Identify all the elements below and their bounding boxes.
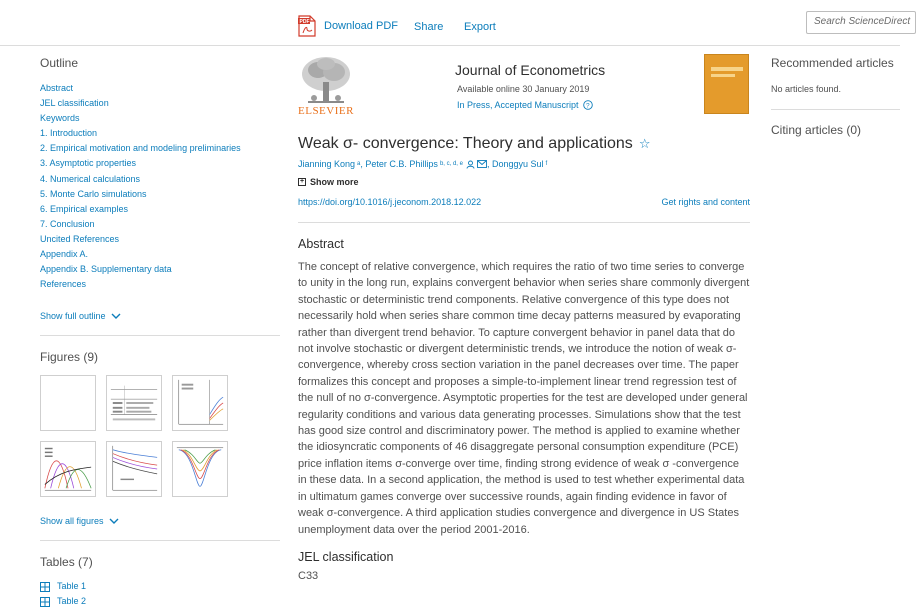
- figure-thumbnail-2[interactable]: [106, 375, 162, 431]
- jel-code: C33: [298, 569, 319, 582]
- table-icon: [40, 582, 50, 592]
- svg-text:?: ?: [585, 102, 590, 110]
- abstract-text: The concept of relative convergence, which requires the ratio of two time series to converge to unity in the long run, explains convergent behavior when series share commonly divergent stochastic or deterministic trend components. Relative convergence of this type does not necessarily hold when series share common time decay patterns measured by evaporating rather than divergent trend behavior. To capture convergent behavior in panel data that do not involve stochastic or divergent deterministic trends, we introduce the notion of weak σ-convergence, whereby cross section variation in the panel decreases over time. The paper formalizes this concept and proposes a simple-to-implement linear trend regression test of the null of no σ-convergence. Asymptotic properties for the test are developed under general regularity conditions and various data generating processes. Simulations show that the test has good size control and discriminatory power. The method is applied to examine whether the idiosyncratic components of 46 disaggregate personal consumption expenditure (PCE) price inflation items σ-converge over time, finding strong evidence of weak σ -convergence in these data. In a second application, the method is used to test whether experimental data in ultimatum games converge over successive rounds, again finding evidence in favor of weak σ-convergence. A third application studies convergence and divergence in US States unemployment data over the period 2001-2016.: [298, 261, 750, 536]
- journal-title[interactable]: Journal of Econometrics: [455, 62, 606, 78]
- email-icon[interactable]: [477, 160, 487, 168]
- pdf-icon: [298, 15, 316, 37]
- show-more-label: Show more: [310, 177, 359, 187]
- tables-title: Tables (7): [40, 555, 93, 570]
- figure-thumbnail-3[interactable]: [172, 375, 228, 431]
- author-affiliation: a: [357, 161, 361, 167]
- elsevier-tree-icon: [298, 54, 354, 106]
- available-online: Available online 30 January 2019: [457, 84, 590, 94]
- divider: [40, 335, 280, 336]
- outline-panel: [40, 56, 280, 609]
- cover-subtitle-band: [711, 74, 735, 77]
- author-name[interactable]: Donggyu Sul: [491, 159, 544, 169]
- right-sidebar: [771, 56, 900, 137]
- author-separator: ,: [486, 159, 492, 169]
- cover-title-band: [711, 67, 743, 71]
- figures-grid: [40, 375, 280, 497]
- author-name[interactable]: Jianning Kong: [298, 159, 356, 169]
- outline-item[interactable]: Abstract: [40, 83, 74, 93]
- jel-heading: JEL classification: [298, 549, 394, 564]
- outline-item[interactable]: Keywords: [40, 113, 80, 124]
- recommended-title: Recommended articles: [771, 56, 894, 70]
- outline-item[interactable]: Uncited References: [40, 233, 120, 244]
- figure-thumbnail-4[interactable]: [40, 441, 96, 497]
- article-main: [298, 52, 750, 582]
- divider: [40, 540, 280, 541]
- article-title: Weak σ- convergence: Theory and applications: [298, 135, 633, 152]
- svg-text:PDF: PDF: [299, 19, 310, 25]
- plus-icon: +: [299, 178, 305, 185]
- show-full-outline-button[interactable]: [40, 311, 280, 321]
- author-separator: ,: [360, 159, 366, 169]
- show-all-figures-label: Show all figures: [40, 516, 104, 527]
- author-list: [298, 159, 750, 169]
- journal-header: [298, 52, 750, 120]
- author-affiliation: b, c, d, e: [439, 161, 463, 167]
- publisher-name: ELSEVIER: [298, 105, 354, 117]
- download-pdf-label: Download PDF: [324, 20, 398, 32]
- outline-item[interactable]: 1. Introduction: [40, 128, 98, 139]
- abstract-heading: Abstract: [298, 237, 344, 251]
- chevron-down-icon: [111, 313, 121, 319]
- outline-item[interactable]: Appendix A.: [40, 249, 89, 260]
- outline-item[interactable]: 4. Numerical calculations: [40, 173, 141, 184]
- outline-title: Outline: [40, 56, 79, 70]
- author-affiliation: f: [545, 161, 548, 167]
- article-status[interactable]: [457, 100, 593, 110]
- outline-item[interactable]: 6. Empirical examples: [40, 203, 129, 214]
- table-link-label: Table 1: [57, 581, 87, 592]
- article-title-row: [298, 135, 750, 153]
- outline-item[interactable]: References: [40, 279, 87, 290]
- show-more-button[interactable]: [298, 177, 750, 187]
- figure-thumbnail-1[interactable]: [40, 375, 96, 431]
- table-link-label: Table 2: [57, 596, 87, 607]
- bookmark-star-icon[interactable]: ☆: [638, 136, 651, 151]
- table-link-1[interactable]: [40, 579, 280, 594]
- figure-thumbnail-6[interactable]: [172, 441, 228, 497]
- doi-row: [298, 197, 750, 207]
- top-toolbar: [0, 0, 911, 46]
- outline-item[interactable]: JEL classification: [40, 98, 109, 109]
- recommended-empty: No articles found.: [771, 84, 842, 94]
- person-icon: [466, 160, 475, 169]
- outline-item[interactable]: 5. Monte Carlo simulations: [40, 188, 147, 199]
- help-icon: [583, 100, 593, 110]
- outline-list: [40, 81, 280, 292]
- table-icon: [40, 597, 50, 607]
- figures-title: Figures (9): [40, 350, 99, 365]
- divider: [298, 222, 750, 223]
- table-link-2[interactable]: [40, 594, 280, 609]
- author-name[interactable]: Peter C.B. Phillips: [365, 159, 438, 169]
- citing-articles-button[interactable]: Citing articles (0): [771, 123, 862, 137]
- rights-link[interactable]: Get rights and content: [661, 197, 750, 207]
- share-button[interactable]: Share: [414, 21, 444, 33]
- export-button[interactable]: Export: [464, 21, 496, 33]
- journal-cover[interactable]: [704, 54, 749, 114]
- download-pdf-button[interactable]: [298, 15, 398, 37]
- outline-item[interactable]: 2. Empirical motivation and modeling preliminaries: [40, 143, 241, 154]
- chevron-down-icon: [109, 518, 119, 524]
- show-all-figures-button[interactable]: [40, 516, 280, 526]
- outline-item[interactable]: 3. Asymptotic properties: [40, 158, 137, 169]
- article-status-label: In Press, Accepted Manuscript: [457, 100, 579, 110]
- figure-thumbnail-5[interactable]: [106, 441, 162, 497]
- outline-item[interactable]: Appendix B. Supplementary data: [40, 264, 172, 275]
- doi-link[interactable]: https://doi.org/10.1016/j.jeconom.2018.12.022: [298, 197, 482, 207]
- outline-item[interactable]: 7. Conclusion: [40, 218, 95, 229]
- search-input[interactable]: Search ScienceDirect: [806, 11, 916, 34]
- show-full-outline-label: Show full outline: [40, 311, 106, 322]
- divider: [771, 109, 900, 110]
